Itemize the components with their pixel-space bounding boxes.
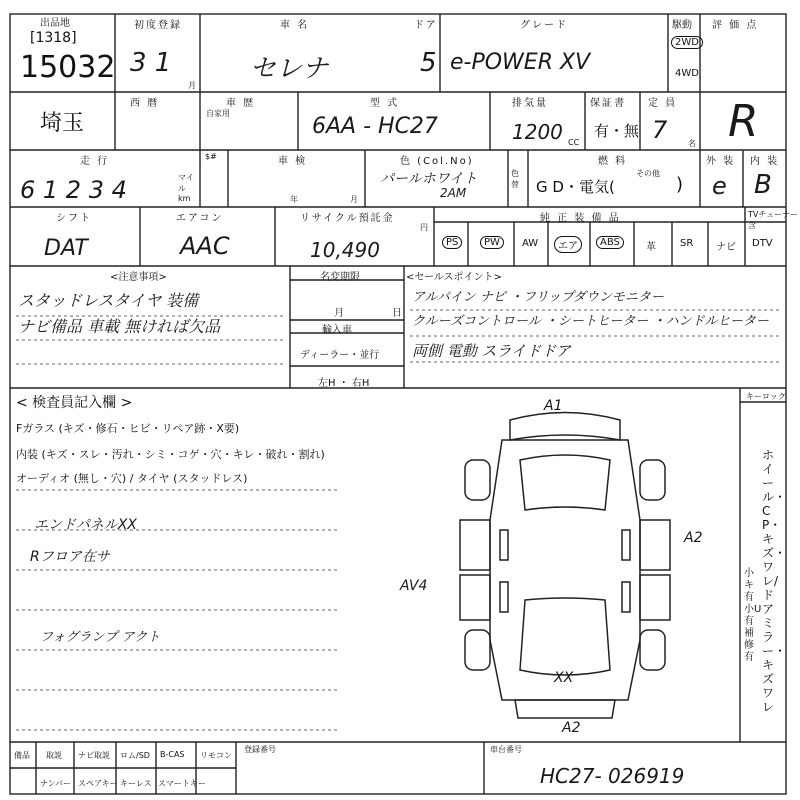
model-label: 型 式 (370, 98, 400, 109)
hand-note-3: フォグランプ アクト (40, 630, 161, 645)
model-value: 6AA - HC27 (312, 114, 438, 139)
footer-chassis-label: 車台番号 (490, 745, 522, 754)
hand-note-1: エンドパネルXX (34, 517, 137, 533)
drive-4wd: 4WD (675, 68, 699, 79)
history-note: 自家用 (206, 109, 230, 118)
sales-line-3: 両側 電動 スライドドア (412, 342, 571, 360)
mark-rear: XX (554, 670, 574, 686)
aircon-label: エアコン (176, 213, 224, 224)
score-value: R (728, 96, 759, 147)
warranty-value: 有・無 (594, 122, 640, 140)
drive-2wd: 2WD (671, 36, 703, 49)
equipment-label: 純 正 装 備 品 (540, 213, 621, 224)
caution-line-2: ナビ備品 車載 無ければ欠品 (18, 317, 221, 336)
region-value: 埼玉 (40, 111, 85, 136)
import-label: 輸入車 (322, 325, 352, 336)
inspection-date-label: 車 検 (278, 156, 308, 167)
lot-number: 15032 (20, 50, 116, 85)
name-change-month: 月 (334, 308, 344, 319)
chassis-value: HC27- 026919 (540, 764, 685, 788)
inspection-line-interior: 内装 (キズ・スレ・汚れ・シミ・コゲ・穴・キレ・破れ・割れ) (16, 448, 325, 461)
color-code: 2AM (440, 186, 467, 200)
equip-sr: SR (680, 238, 694, 249)
lot-id-bracket: [1318] (30, 30, 77, 46)
displacement-value: 1200 (512, 120, 563, 144)
fuel-other: その他 (636, 169, 660, 178)
mark-left: AV4 (400, 578, 428, 594)
sales-line-2: クルーズコントロール ・シートヒーター ・ハンドルヒーター (412, 314, 769, 329)
first-reg-value: 3 1 (130, 48, 172, 78)
equip-aw: AW (522, 238, 539, 249)
color-label: 色 (Col.No) (400, 156, 474, 167)
equip-navi: ナビ (716, 242, 736, 253)
mileage-label: 走 行 (80, 156, 110, 167)
caution-label: <注意事項> (110, 272, 167, 283)
mark-bottom: A2 (562, 720, 581, 736)
drive-label: 駆動 (672, 20, 692, 31)
doors-label: ドア (414, 20, 438, 31)
displacement-label: 排気量 (512, 98, 548, 109)
steering-option: 左H ・ 右H (318, 378, 370, 389)
footer-spare-key: スペアキー (78, 779, 118, 788)
car-name-label: 車 名 (280, 20, 310, 31)
color-value: パールホワイト (380, 171, 478, 187)
inspection-title: < 検査員記入欄 > (16, 395, 133, 411)
dealer-option: ディーラー・並行 (300, 350, 380, 361)
aircon-value: AAC (180, 232, 230, 260)
shift-value: DAT (44, 236, 88, 261)
footer-rom: ロム/SD (120, 751, 150, 760)
exterior-label: 外 装 (706, 156, 736, 167)
recycle-value: 10,490 (310, 238, 380, 262)
name-change-label: 名変期限 (320, 272, 360, 283)
damage-legend: ホイール・CP・キズ・ワレ/ドアミラー・キズワレ (762, 448, 787, 714)
fuel-label: 燃 料 (598, 156, 628, 167)
capacity-unit: 名 (688, 139, 696, 148)
footer-bcas: B-CAS (160, 750, 185, 759)
footer-keyless: キーレス (120, 779, 152, 788)
sales-label: <セールスポイント> (406, 272, 502, 283)
footer-remote: リモコン (200, 751, 232, 760)
interior-value: B (754, 170, 772, 200)
hand-note-2: Rフロア在サ (30, 549, 110, 565)
score-label: 評 価 点 (712, 20, 759, 31)
grade-label: グレード (520, 20, 568, 31)
equip-pw: PW (480, 236, 504, 249)
month-unit: 月 (188, 81, 196, 90)
inspection-month: 月 (350, 195, 358, 204)
equip-leather: 革 (646, 242, 656, 253)
caution-line-1: スタッドレスタイヤ 装備 (18, 291, 199, 310)
mark-front: A1 (544, 398, 563, 414)
yen-unit: 円 (420, 223, 428, 232)
car-name-value: セレナ (250, 54, 329, 84)
first-reg-label: 初度登録 (134, 20, 182, 31)
equip-abs: ABS (596, 236, 624, 249)
fuel-value: G D・電気( (536, 178, 615, 196)
footer-smart-key: スマートキー (158, 779, 206, 788)
grade-value: e-POWER XV (450, 50, 591, 75)
exterior-value: e (712, 172, 727, 200)
region-top-label: 出品地 (40, 18, 70, 29)
sw-label: $# (205, 152, 217, 161)
equip-ps: PS (442, 236, 462, 249)
damage-legend-small: 小キ 有 小U 有 補修有 (744, 568, 762, 663)
footer-navi-manual: ナビ取説 (78, 751, 110, 760)
history-label: 車 歴 (226, 98, 256, 109)
fuel-close: ) (676, 174, 684, 195)
inspection-line-glass: Fガラス (キズ・修石・ヒビ・リペア跡・X要) (16, 422, 240, 435)
name-change-day: 日 (392, 308, 402, 319)
tuner-label: TVチューナー含 (748, 210, 799, 230)
sales-line-1: アルパイン ナビ ・フリップダウンモニター (412, 290, 664, 305)
mileage-value: 6 1 2 3 4 (20, 176, 127, 204)
equip-dtv: DTV (752, 238, 773, 249)
inspection-year: 年 (290, 195, 298, 204)
mark-right: A2 (684, 530, 703, 546)
footer-reg-label: 登録番号 (244, 745, 276, 754)
capacity-value: 7 (652, 116, 668, 144)
western-label: 西 暦 (130, 98, 160, 109)
footer-side-label: 備品 (14, 751, 30, 760)
capacity-label: 定 員 (648, 98, 678, 109)
key-lock-label: キーロック (746, 392, 786, 401)
footer-manual: 取説 (46, 751, 62, 760)
warranty-label: 保証書 (590, 98, 626, 109)
interior-label: 内 装 (750, 156, 780, 167)
doors-value: 5 (420, 48, 437, 78)
footer-number: ナンバー (40, 779, 72, 788)
cc-unit: CC (568, 138, 580, 147)
shift-label: シフト (56, 213, 92, 224)
recycle-label: リサイクル預託金 (300, 213, 395, 224)
color-side: 色 替 (511, 169, 519, 189)
equip-aircon: エア (554, 236, 582, 253)
mileage-unit: マイル km (178, 173, 194, 203)
inspection-line-audio: オーディオ (無し・穴) / タイヤ (スタッドレス) (16, 472, 248, 485)
